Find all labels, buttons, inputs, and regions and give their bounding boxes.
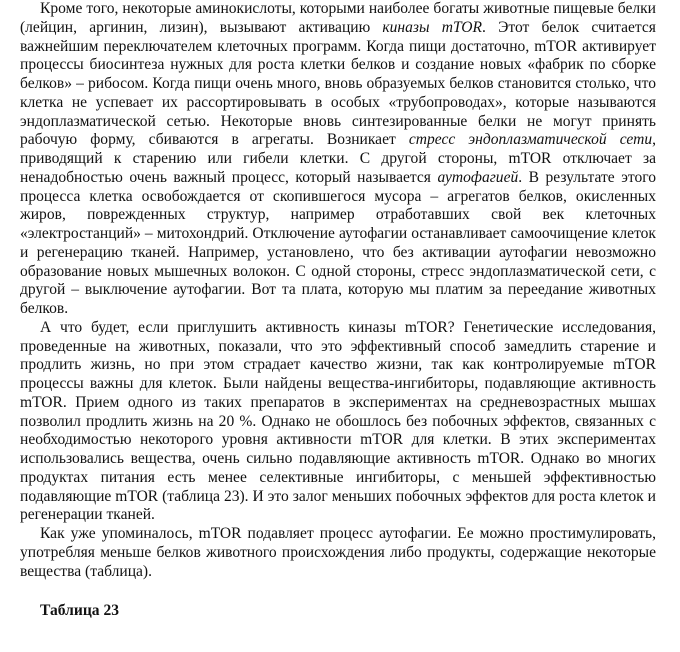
italic-term: киназы mTOR — [382, 18, 483, 36]
paragraph-3 — [20, 525, 656, 581]
text-segment: . В результате этого процесса клетка освобождается от скопившегося мусора – агрегатов белков, окисленных жиров, поврежденных структур, например отработавших свой век клеточных «электростанций» – митохондрий. Отключение аутофагии останавливает самоочищение клеток и регенерацию тканей. Например, установлено, что без активации аутофагии невозможно образование новых мышечных волокон. С одной стороны, стресс эндоплазматической сети, с другой – выключение аутофагии. Вот та плата, которую мы платим за переедание животных белков. — [20, 168, 656, 317]
paragraph-1 — [20, 0, 656, 319]
text-segment: Как уже упоминалось, mTOR подавляет процесс аутофагии. Ее можно простимулировать, употребляя меньше белков животного происхождения либо продукты, содержащие некоторые вещества (таблица). — [20, 525, 656, 580]
paragraph-2 — [20, 319, 656, 525]
italic-term: аутофагией — [437, 168, 519, 186]
table-caption: Таблица 23 — [40, 602, 119, 620]
spacer — [20, 581, 656, 602]
text-segment: А что будет, если приглушить активность киназы mTOR? Генетические исследования, проведенные на животных, показали, что это эффективный способ замедлить старение и продлить жизнь, но при этом страдает качество жизни, так как контролируемые mTOR процессы важны для клеток. Были найдены вещества-ингибиторы, подавляющие активность mTOR. Прием одного из таких препаратов в экспериментах на средневозрастных мышах позволил продлить жизнь на 20 %. Однако не обошлось без побочных эффектов, связанных с необходимостью некоторого уровня активности mTOR для клетки. В этих экспериментах использовались вещества, очень сильно подавляющие активность mTOR. Однако во многих продуктах питания есть менее селективные ингибиторы, с меньшей эффективностью подавляющие mTOR (таблица 23). И это залог меньших побочных эффектов для роста клеток и регенерации тканей. — [20, 318, 656, 524]
italic-term: стресс эндоплазматической сети — [408, 131, 653, 149]
text-segment: . Этот белок считается важнейшим переключателем клеточных программ. Когда пищи достаточно, mTOR активирует процессы биосинтеза нужных для роста клетки белков и создание новых «фабрик по сборке белков» – рибосом. Когда пищи очень много, вновь образуемых белков становится столько, что клетка не успевает их рассортировывать в особых «трубопроводах», которые называются эндоплазматической сетью. Некоторые вновь синтезированные белки не могут принять рабочую форму, сбиваются в агрегаты. Возникает — [20, 18, 656, 149]
document-page — [20, 0, 656, 621]
text-segment: Кроме того, некоторые аминокислоты, которыми наиболее богаты животные пищевые белки (лейцин, аргинин, лизин), вызывают активацию — [20, 0, 656, 36]
text-segment: , приводящий к старению или гибели клетки. С другой стороны, mTOR отключает за ненадобностью очень важный процесс, который называется — [20, 131, 656, 186]
